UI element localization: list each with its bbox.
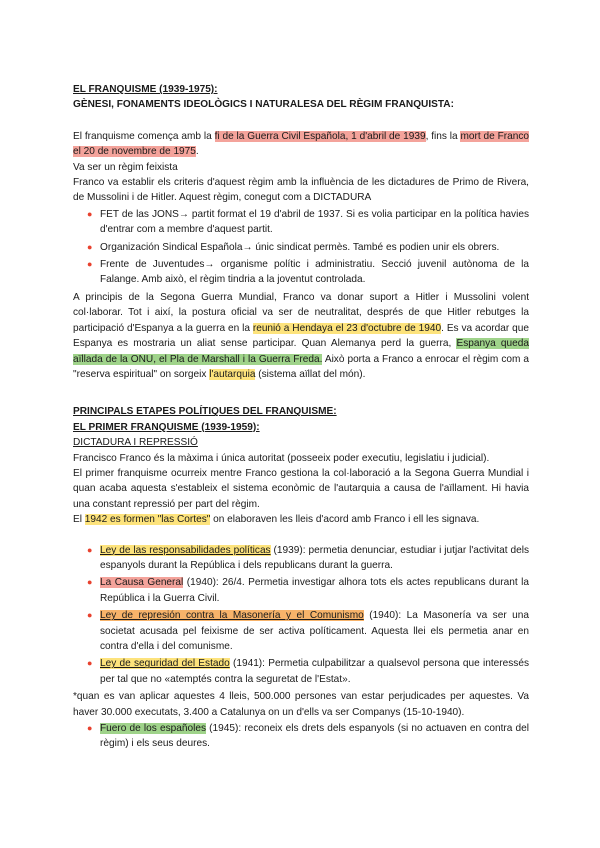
list-item: ● Ley de seguridad del Estado (1941): Permetia culpabilitzar a qualsevol persona que interessés per tal que no «atemptés contra la seguretat de l'Estat». — [87, 658, 529, 685]
bullet-icon: ● — [87, 577, 93, 588]
list-item: ● Fuero de los españoles (1945): reconeix els drets dels espanyols (si no actuaven en contra del règim) i els seus deures. — [87, 723, 529, 750]
list-item: ● Ley de las responsabilidades políticas (1939): permetia denunciar, estudiar i jutjar l'activitat dels espanyols durant la República i dels republicans durant la guerra. — [87, 544, 529, 571]
bullet-icon: ● — [87, 658, 93, 669]
regime-type: Va ser un règim feixista — [73, 161, 178, 173]
repression-note: *quan es van aplicar aquestes 4 lleis, 500.000 persones van estar perjudicades per aquestes. Va haver 30.000 executats, 3.400 a Catalunya on un d'ells va ser Companys (15-10-1940). — [73, 691, 529, 718]
bullet-icon: ● — [87, 208, 93, 219]
law-name: Ley de represión contra la Masonería y el Comunismo — [100, 610, 364, 622]
law-name: Fuero de los españoles — [100, 723, 207, 735]
highlight-start-date: fi de la Guerra Civil Española, 1 d'abril de 1939 — [214, 130, 426, 142]
bullet-icon: ● — [87, 241, 93, 252]
list-item: ● La Causa General (1940): 26/4. Permetia investigar alhora tots els actes republicans durant la República i la Guerra Civil. — [87, 577, 529, 604]
highlight-hendaya: reunió a Hendaya el 23 d'octubre de 1940 — [252, 322, 442, 334]
first-francoism-paragraph: El primer franquisme ocurreix mentre Franco gestiona la col·laboració a la Segona Guerra Mundial i quan acaba aquesta s'estableix el sistema econòmic de l'autarquia a causa de l'aïllament. Hi havia una constant repressió per part del règim. — [73, 467, 529, 510]
bullet-icon: ● — [87, 610, 93, 621]
main-title: EL FRANQUISME (1939-1975): — [73, 84, 218, 95]
authority-paragraph: Francisco Franco és la màxima i única autoritat (posseeix poder executiu, legislatiu i judicial). — [73, 452, 490, 464]
war-paragraph: A principis de la Segona Guerra Mundial, Franco va donar suport a Hitler i Mussolini volent col·laborar. Tot i així, la postura oficial va ser de neutralitat, després de que Hitler rebutges la participació d'Espanya a la guerra en la reunió a Hendaya el 23 d'octubre de 1940. Es va acordar que Espanya es mostraria un aliat sense participar. Quan Alemanya perd la guerra, Espanya queda aïllada de la ONU, el Pla de Marshall i la Guerra Freda. Això porta a Franco a enrocar el règim com a "reserva espiritual" on sorgeix l'autarquia (sistema aïllat del món). — [73, 291, 529, 380]
highlight-cortes: 1942 es formen "las Cortes" — [84, 514, 211, 526]
list-item: ● FET de las JONS→ partit format el 19 d'abril de 1937. Si es volia participar en la política havies d'entrar com a membre d'aquest partit. — [87, 208, 529, 236]
laws-list-2 — [73, 721, 529, 752]
highlight-isolation: Espanya queda aïllada de la ONU, el Pla de Marshall i la Guerra Freda. — [73, 338, 529, 365]
list-item: ● Frente de Juventudes→ organisme polític i administratiu. Secció juvenil autònoma de la Falange. Amb això, el règim tindria a la joventut controlada. — [87, 259, 529, 286]
laws-list — [73, 543, 529, 688]
bullet-icon: ● — [87, 723, 93, 734]
section-title: PRINCIPALS ETAPES POLÍTIQUES DEL FRANQUISME: — [73, 406, 337, 418]
law-name: La Causa General — [100, 577, 184, 589]
law-name: Ley de las responsabilidades políticas — [100, 544, 271, 556]
section-subsubtitle: DICTADURA I REPRESSIÓ — [73, 437, 198, 449]
section-subtitle: EL PRIMER FRANQUISME (1939-1959): — [73, 421, 260, 433]
bullet-icon: ● — [87, 259, 93, 270]
main-subtitle: GÈNESI, FONAMENTS IDEOLÒGICS I NATURALESA DEL RÈGIM FRANQUISTA: — [73, 99, 454, 111]
highlight-end-date: mort de Franco el 20 de novembre de 1975 — [73, 130, 529, 158]
regime-criteria: Franco va establir els criteris d'aquest règim amb la influència de les dictadures de Primo de Rivera, de Mussolini i de Hitler. Aquest règim, conegut com a DICTADURA — [73, 177, 529, 204]
cortes-paragraph: El 1942 es formen "las Cortes" on elaboraven les lleis d'acord amb Franco i ell les signava. — [73, 514, 480, 526]
institutions-list — [73, 207, 529, 288]
bullet-icon: ● — [87, 544, 93, 555]
intro-paragraph: El franquisme comença amb la fi de la Guerra Civil Española, 1 d'abril de 1939, fins la mort de Franco el 20 de novembre de 1975. — [73, 130, 529, 158]
highlight-autarquia: l'autarquia — [209, 368, 256, 380]
list-item: ● Organización Sindical Española→ únic sindicat permès. També es podien unir els obrers. — [73, 240, 529, 255]
list-item: ● Ley de represión contra la Masonería y el Comunismo (1940): La Masonería va ser una societat acusada pel feixisme de ser activa políticament. Aquesta llei els permetia anar en contra d'ella i del comunisme. — [87, 610, 529, 652]
law-name: Ley de seguridad del Estado — [100, 658, 230, 670]
